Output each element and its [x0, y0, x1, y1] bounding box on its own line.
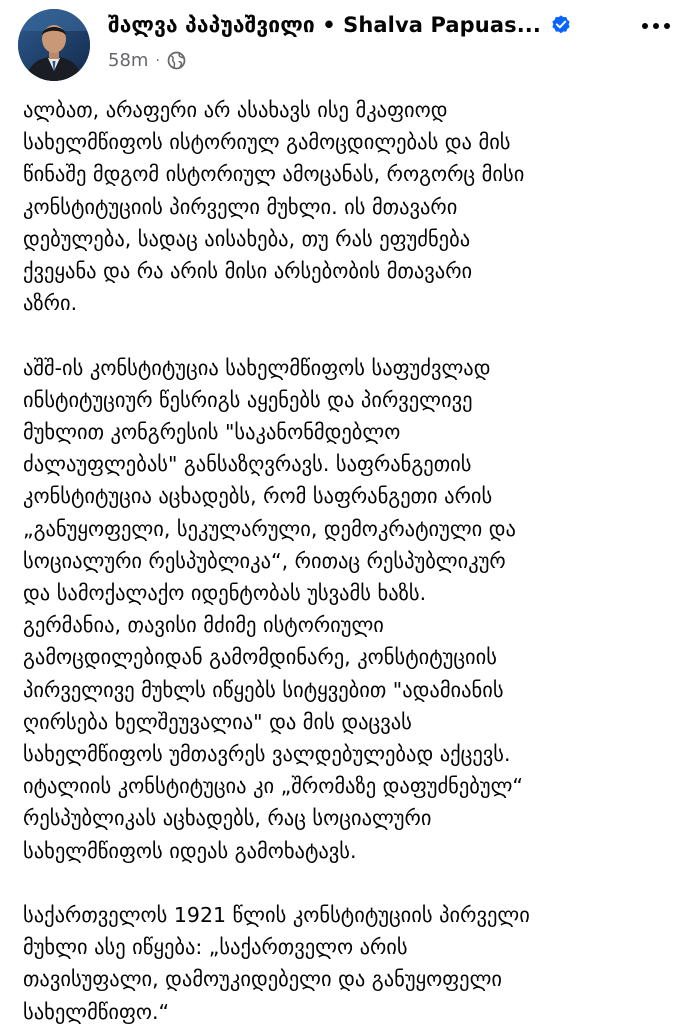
meta-separator: · — [155, 52, 160, 69]
text-line: კონსტიტუცია აცხადებს, რომ საფრანგეთი არის — [23, 484, 493, 509]
text-line: წინაშე მდგომ ისტორიულ ამოცანას, როგორც მისი — [23, 162, 525, 187]
post-paragraph-1 — [23, 94, 685, 319]
more-options-icon-dot — [664, 23, 670, 29]
text-line: აზრი. — [23, 291, 78, 316]
text-line: საქართველოს 1921 წლის კონსტიტუციის პირველი — [23, 903, 530, 928]
text-line: ღირსება ხელშეუვალია" და მის დაცვას — [23, 709, 412, 734]
text-line: გამოცდილებიდან გამომდინარე, კონსტიტუციის — [23, 645, 497, 670]
text-line: იტალიის კონსტიტუცია კი „შრომაზე დაფუძნებულ“ — [23, 774, 524, 799]
text-line: სახელმწიფოს უმთავრეს ვალდებულებად აქცევს. — [23, 742, 511, 767]
text-line: მუხლი ასე იწყება: „საქართველო არის — [23, 935, 408, 960]
post-text — [23, 94, 685, 1028]
post-timestamp[interactable]: 58m — [108, 50, 149, 71]
text-line: ინსტიტუციურ წესრიგს აყენებს და პირველივე — [23, 387, 473, 412]
text-line: პირველივე მუხლს იწყებს სიტყვებით "ადამიანის — [23, 677, 504, 702]
text-line: მუხლით კონგრესის "საკანონმდებლო — [23, 420, 401, 445]
avatar-portrait — [18, 9, 90, 81]
text-line: აშშ-ის კონსტიტუცია სახელმწიფოს საფუძვლად — [23, 355, 491, 380]
post-header — [0, 0, 693, 92]
post-paragraph-3 — [23, 899, 685, 1028]
author-avatar[interactable] — [18, 9, 90, 81]
text-line: თავისუფალი, დამოუკიდებელი და განუყოფელი — [23, 967, 503, 992]
text-line: სახელმწიფო.“ — [23, 999, 170, 1024]
post-paragraph-2 — [23, 352, 685, 867]
text-line: ალბათ, არაფერი არ ასახავს ისე მკაფიოდ — [23, 98, 448, 122]
text-line: სოციალური რესპუბლიკა“, რითაც რესპუბლიკურ — [23, 548, 506, 573]
text-line: გერმანია, თავისი მძიმე ისტორიული — [23, 613, 384, 638]
text-line: რესპუბლიკას აცხადებს, რაც სოციალური — [23, 806, 432, 831]
globe-icon[interactable] — [167, 51, 186, 70]
author-name[interactable]: შალვა პაპუაშვილი • Shalva Papuas... — [108, 13, 541, 37]
text-line: ქვეყანა და რა არის მისი არსებობის მთავარი — [23, 259, 473, 284]
text-line: და სამოქალაქო იდენტობას უსვამს ხაზს. — [23, 581, 427, 606]
author-row — [108, 13, 572, 37]
more-options-button[interactable] — [636, 16, 676, 36]
text-line: ძალაუფლებას" განსაზღვრავს. საფრანგეთის — [23, 452, 472, 477]
post-meta — [108, 50, 186, 71]
text-line: „განუყოფელი, სეკულარული, დემოკრატიული და — [23, 516, 516, 541]
text-line: სახელმწიფოს იდეას გამოხატავს. — [23, 838, 357, 863]
text-line: კონსტიტუციის პირველი მუხლი. ის მთავარი — [23, 194, 458, 219]
more-options-icon-dot — [653, 23, 659, 29]
text-line: დებულება, სადაც აისახება, თუ რას ეფუძნება — [23, 226, 471, 251]
more-options-icon — [642, 23, 648, 29]
verified-badge-icon — [550, 14, 572, 36]
text-line: სახელმწიფოს ისტორიულ გამოცდილებას და მის — [23, 130, 511, 155]
